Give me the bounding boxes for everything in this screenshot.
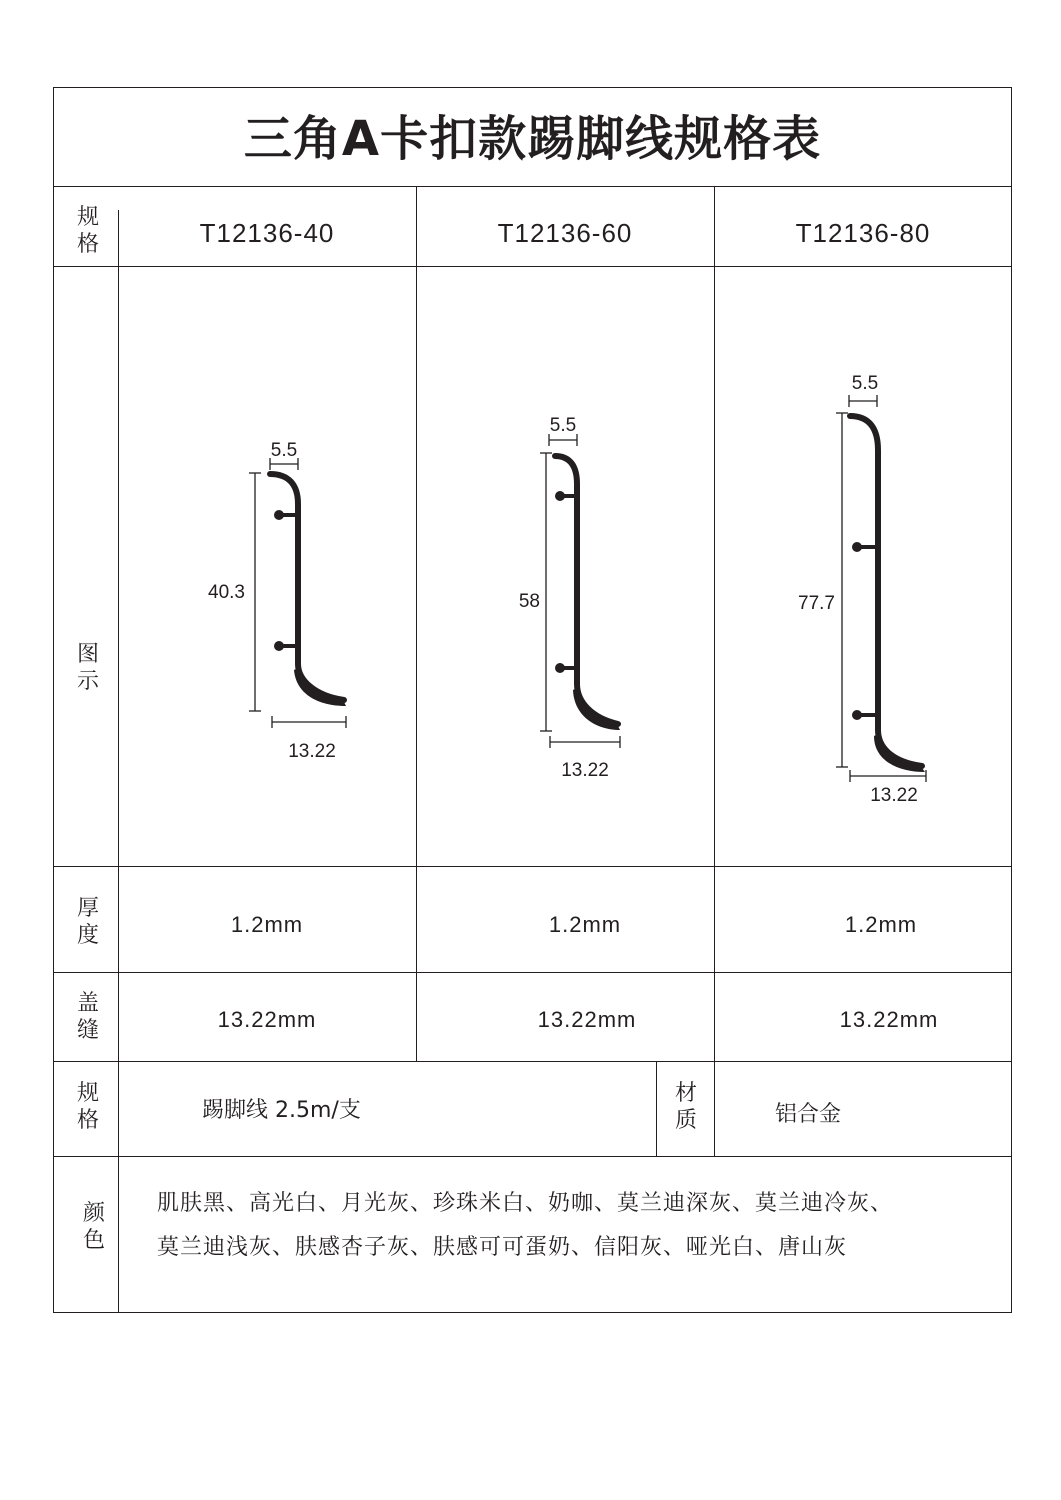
- row-label-cover-gap: 盖缝: [76, 991, 99, 1043]
- page-title: 三角A卡扣款踢脚线规格表: [243, 111, 822, 167]
- row-label-color: 颜色: [82, 1201, 105, 1253]
- row-label-material: 材质: [674, 1081, 697, 1133]
- thickness-value: 1.2mm: [548, 912, 622, 937]
- base-dimension-label: 13.22: [288, 741, 336, 762]
- base-dimension-label: 13.22: [561, 760, 609, 781]
- clip-lug: [555, 663, 565, 673]
- base-dimension-label: 13.22: [870, 785, 918, 806]
- clip-lug: [852, 542, 862, 552]
- row-label-thickness: 厚度: [76, 896, 99, 948]
- clip-lug: [274, 641, 284, 651]
- cover-gap-value: 13.22mm: [537, 1007, 637, 1032]
- profile-diagram-2: [519, 415, 620, 781]
- profile-diagram-3: [798, 373, 926, 806]
- model-code: T12136-40: [199, 218, 335, 248]
- color-list: [157, 1182, 997, 1270]
- model-code: T12136-60: [497, 218, 633, 248]
- row-label-spec-bottom: 规格: [76, 1081, 99, 1133]
- top-dimension-label: 5.5: [270, 440, 298, 461]
- top-dimension-label: 5.5: [851, 373, 879, 394]
- row-label-spec: 规格: [76, 205, 99, 257]
- model-code: T12136-80: [795, 218, 931, 248]
- height-dimension-label: 58: [518, 591, 540, 612]
- clip-lug: [274, 510, 284, 520]
- cover-gap-value: 13.22mm: [217, 1007, 317, 1032]
- profile-shape: [270, 474, 344, 700]
- color-list-line: 莫兰迪浅灰、肤感杏子灰、肤感可可蛋奶、信阳灰、哑光白、唐山灰: [157, 1235, 848, 1260]
- color-list-line: 肌肤黑、高光白、月光灰、珍珠米白、奶咖、莫兰迪深灰、莫兰迪冷灰、: [157, 1191, 894, 1216]
- cover-gap-value: 13.22mm: [839, 1007, 939, 1032]
- height-dimension-label: 40.3: [208, 582, 245, 603]
- clip-lug: [555, 491, 565, 501]
- thickness-value: 1.2mm: [844, 912, 918, 937]
- material-value: 铝合金: [775, 1102, 842, 1127]
- row-label-diagram: 图示: [76, 642, 99, 694]
- height-dimension-label: 77.7: [798, 593, 835, 614]
- spec-value: 踢脚线 2.5m/支: [202, 1098, 361, 1123]
- profile-diagram-1: [208, 440, 346, 762]
- clip-lug: [852, 710, 862, 720]
- top-dimension-label: 5.5: [549, 415, 577, 436]
- thickness-value: 1.2mm: [230, 912, 304, 937]
